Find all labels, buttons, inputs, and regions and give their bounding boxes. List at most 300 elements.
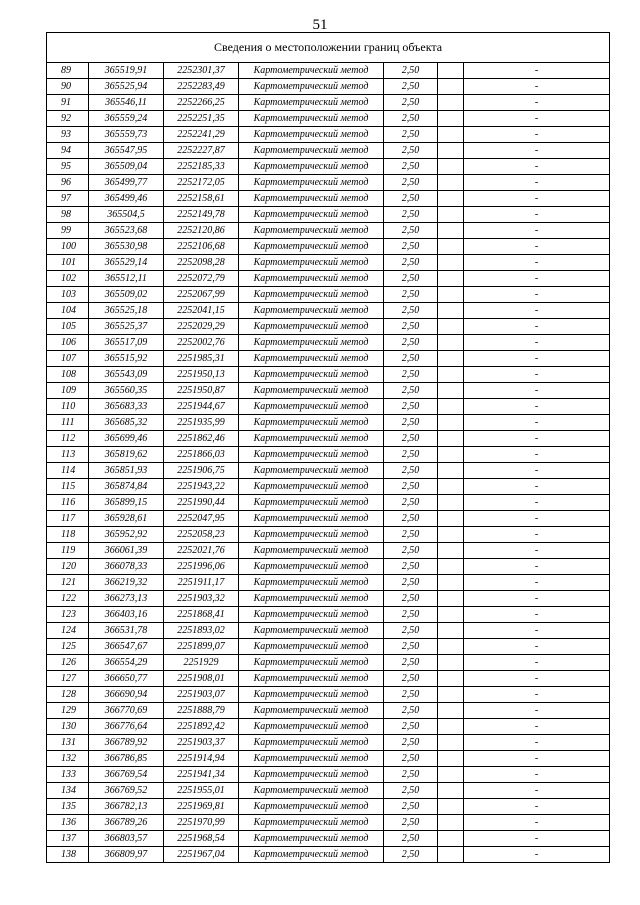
empty-cell — [438, 479, 464, 495]
y-coordinate-cell: 2252067,99 — [164, 287, 239, 303]
x-coordinate-cell: 365543,09 — [89, 367, 164, 383]
point-number-cell: 125 — [47, 639, 89, 655]
y-coordinate-cell: 2251929 — [164, 655, 239, 671]
table-row — [47, 159, 610, 175]
method-cell: Картометрический метод — [239, 415, 384, 431]
x-coordinate-cell: 366803,57 — [89, 831, 164, 847]
point-number-cell: 90 — [47, 79, 89, 95]
description-cell: - — [464, 719, 610, 735]
accuracy-cell: 2,50 — [384, 719, 438, 735]
x-coordinate-cell: 366782,13 — [89, 799, 164, 815]
point-number-cell: 120 — [47, 559, 89, 575]
table-row — [47, 479, 610, 495]
empty-cell — [438, 719, 464, 735]
method-cell: Картометрический метод — [239, 207, 384, 223]
description-cell: - — [464, 335, 610, 351]
y-coordinate-cell: 2252158,61 — [164, 191, 239, 207]
point-number-cell: 91 — [47, 95, 89, 111]
y-coordinate-cell: 2251967,04 — [164, 847, 239, 863]
x-coordinate-cell: 366786,85 — [89, 751, 164, 767]
table-row — [47, 431, 610, 447]
x-coordinate-cell: 365547,95 — [89, 143, 164, 159]
y-coordinate-cell: 2252172,05 — [164, 175, 239, 191]
empty-cell — [438, 239, 464, 255]
accuracy-cell: 2,50 — [384, 255, 438, 271]
y-coordinate-cell: 2251941,34 — [164, 767, 239, 783]
point-number-cell: 113 — [47, 447, 89, 463]
description-cell: - — [464, 447, 610, 463]
table-row — [47, 191, 610, 207]
y-coordinate-cell: 2251950,13 — [164, 367, 239, 383]
table-row — [47, 783, 610, 799]
table-row — [47, 495, 610, 511]
accuracy-cell: 2,50 — [384, 655, 438, 671]
accuracy-cell: 2,50 — [384, 703, 438, 719]
y-coordinate-cell: 2251996,06 — [164, 559, 239, 575]
table-row — [47, 735, 610, 751]
y-coordinate-cell: 2251908,01 — [164, 671, 239, 687]
boundary-table-frame — [46, 32, 609, 863]
description-cell: - — [464, 815, 610, 831]
method-cell: Картометрический метод — [239, 575, 384, 591]
point-number-cell: 97 — [47, 191, 89, 207]
description-cell: - — [464, 575, 610, 591]
method-cell: Картометрический метод — [239, 271, 384, 287]
x-coordinate-cell: 366531,78 — [89, 623, 164, 639]
method-cell: Картометрический метод — [239, 559, 384, 575]
table-row — [47, 287, 610, 303]
empty-cell — [438, 399, 464, 415]
description-cell: - — [464, 287, 610, 303]
point-number-cell: 127 — [47, 671, 89, 687]
table-row — [47, 751, 610, 767]
y-coordinate-cell: 2252149,78 — [164, 207, 239, 223]
table-title-row — [47, 33, 610, 63]
y-coordinate-cell: 2251906,75 — [164, 463, 239, 479]
point-number-cell: 118 — [47, 527, 89, 543]
y-coordinate-cell: 2251985,31 — [164, 351, 239, 367]
empty-cell — [438, 303, 464, 319]
accuracy-cell: 2,50 — [384, 815, 438, 831]
table-row — [47, 319, 610, 335]
empty-cell — [438, 815, 464, 831]
table-row — [47, 239, 610, 255]
y-coordinate-cell: 2251935,99 — [164, 415, 239, 431]
accuracy-cell: 2,50 — [384, 399, 438, 415]
point-number-cell: 119 — [47, 543, 89, 559]
table-body — [47, 63, 610, 863]
table-row — [47, 847, 610, 863]
accuracy-cell: 2,50 — [384, 623, 438, 639]
method-cell: Картометрический метод — [239, 831, 384, 847]
x-coordinate-cell: 366547,67 — [89, 639, 164, 655]
point-number-cell: 138 — [47, 847, 89, 863]
method-cell: Картометрический метод — [239, 431, 384, 447]
description-cell: - — [464, 191, 610, 207]
y-coordinate-cell: 2251950,87 — [164, 383, 239, 399]
method-cell: Картометрический метод — [239, 751, 384, 767]
method-cell: Картометрический метод — [239, 223, 384, 239]
empty-cell — [438, 463, 464, 479]
table-row — [47, 639, 610, 655]
x-coordinate-cell: 365515,92 — [89, 351, 164, 367]
table-row — [47, 399, 610, 415]
accuracy-cell: 2,50 — [384, 751, 438, 767]
empty-cell — [438, 175, 464, 191]
x-coordinate-cell: 366061,39 — [89, 543, 164, 559]
empty-cell — [438, 527, 464, 543]
description-cell: - — [464, 735, 610, 751]
accuracy-cell: 2,50 — [384, 607, 438, 623]
method-cell: Картометрический метод — [239, 95, 384, 111]
accuracy-cell: 2,50 — [384, 831, 438, 847]
description-cell: - — [464, 367, 610, 383]
accuracy-cell: 2,50 — [384, 303, 438, 319]
x-coordinate-cell: 366690,94 — [89, 687, 164, 703]
method-cell: Картометрический метод — [239, 735, 384, 751]
method-cell: Картометрический метод — [239, 255, 384, 271]
point-number-cell: 93 — [47, 127, 89, 143]
point-number-cell: 135 — [47, 799, 89, 815]
point-number-cell: 102 — [47, 271, 89, 287]
empty-cell — [438, 831, 464, 847]
x-coordinate-cell: 365509,04 — [89, 159, 164, 175]
method-cell: Картометрический метод — [239, 719, 384, 735]
method-cell: Картометрический метод — [239, 495, 384, 511]
accuracy-cell: 2,50 — [384, 319, 438, 335]
description-cell: - — [464, 223, 610, 239]
x-coordinate-cell: 365525,18 — [89, 303, 164, 319]
point-number-cell: 104 — [47, 303, 89, 319]
empty-cell — [438, 767, 464, 783]
method-cell: Картометрический метод — [239, 767, 384, 783]
description-cell: - — [464, 463, 610, 479]
point-number-cell: 107 — [47, 351, 89, 367]
table-row — [47, 719, 610, 735]
description-cell: - — [464, 271, 610, 287]
x-coordinate-cell: 366789,92 — [89, 735, 164, 751]
accuracy-cell: 2,50 — [384, 367, 438, 383]
empty-cell — [438, 79, 464, 95]
accuracy-cell: 2,50 — [384, 463, 438, 479]
x-coordinate-cell: 365928,61 — [89, 511, 164, 527]
method-cell: Картометрический метод — [239, 351, 384, 367]
empty-cell — [438, 191, 464, 207]
accuracy-cell: 2,50 — [384, 799, 438, 815]
method-cell: Картометрический метод — [239, 511, 384, 527]
empty-cell — [438, 575, 464, 591]
point-number-cell: 116 — [47, 495, 89, 511]
y-coordinate-cell: 2251892,42 — [164, 719, 239, 735]
description-cell: - — [464, 255, 610, 271]
table-row — [47, 111, 610, 127]
x-coordinate-cell: 365685,32 — [89, 415, 164, 431]
method-cell: Картометрический метод — [239, 191, 384, 207]
point-number-cell: 111 — [47, 415, 89, 431]
table-row — [47, 255, 610, 271]
description-cell: - — [464, 431, 610, 447]
description-cell: - — [464, 495, 610, 511]
x-coordinate-cell: 365874,84 — [89, 479, 164, 495]
description-cell: - — [464, 767, 610, 783]
page-number: 51 — [312, 17, 328, 33]
empty-cell — [438, 495, 464, 511]
x-coordinate-cell: 365529,14 — [89, 255, 164, 271]
empty-cell — [438, 623, 464, 639]
empty-cell — [438, 655, 464, 671]
x-coordinate-cell: 366273,13 — [89, 591, 164, 607]
x-coordinate-cell: 365819,62 — [89, 447, 164, 463]
x-coordinate-cell: 366770,69 — [89, 703, 164, 719]
empty-cell — [438, 703, 464, 719]
y-coordinate-cell: 2252227,87 — [164, 143, 239, 159]
point-number-cell: 106 — [47, 335, 89, 351]
empty-cell — [438, 223, 464, 239]
table-row — [47, 335, 610, 351]
x-coordinate-cell: 365546,11 — [89, 95, 164, 111]
description-cell: - — [464, 79, 610, 95]
x-coordinate-cell: 365952,92 — [89, 527, 164, 543]
y-coordinate-cell: 2251955,01 — [164, 783, 239, 799]
y-coordinate-cell: 2251899,07 — [164, 639, 239, 655]
x-coordinate-cell: 365523,68 — [89, 223, 164, 239]
accuracy-cell: 2,50 — [384, 239, 438, 255]
description-cell: - — [464, 527, 610, 543]
accuracy-cell: 2,50 — [384, 671, 438, 687]
description-cell: - — [464, 687, 610, 703]
empty-cell — [438, 591, 464, 607]
x-coordinate-cell: 365519,91 — [89, 63, 164, 79]
description-cell: - — [464, 111, 610, 127]
description-cell: - — [464, 415, 610, 431]
accuracy-cell: 2,50 — [384, 639, 438, 655]
y-coordinate-cell: 2252002,76 — [164, 335, 239, 351]
description-cell: - — [464, 591, 610, 607]
empty-cell — [438, 799, 464, 815]
point-number-cell: 114 — [47, 463, 89, 479]
description-cell: - — [464, 799, 610, 815]
table-row — [47, 543, 610, 559]
x-coordinate-cell: 366769,54 — [89, 767, 164, 783]
y-coordinate-cell: 2251862,46 — [164, 431, 239, 447]
accuracy-cell: 2,50 — [384, 495, 438, 511]
y-coordinate-cell: 2251903,07 — [164, 687, 239, 703]
point-number-cell: 123 — [47, 607, 89, 623]
table-row — [47, 703, 610, 719]
method-cell: Картометрический метод — [239, 671, 384, 687]
x-coordinate-cell: 365699,46 — [89, 431, 164, 447]
x-coordinate-cell: 365509,02 — [89, 287, 164, 303]
method-cell: Картометрический метод — [239, 399, 384, 415]
accuracy-cell: 2,50 — [384, 287, 438, 303]
y-coordinate-cell: 2251970,99 — [164, 815, 239, 831]
table-row — [47, 351, 610, 367]
description-cell: - — [464, 351, 610, 367]
accuracy-cell: 2,50 — [384, 63, 438, 79]
description-cell: - — [464, 543, 610, 559]
empty-cell — [438, 639, 464, 655]
description-cell: - — [464, 639, 610, 655]
x-coordinate-cell: 366776,64 — [89, 719, 164, 735]
empty-cell — [438, 431, 464, 447]
point-number-cell: 95 — [47, 159, 89, 175]
accuracy-cell: 2,50 — [384, 111, 438, 127]
method-cell: Картометрический метод — [239, 239, 384, 255]
table-row — [47, 815, 610, 831]
x-coordinate-cell: 365504,5 — [89, 207, 164, 223]
point-number-cell: 130 — [47, 719, 89, 735]
empty-cell — [438, 415, 464, 431]
description-cell: - — [464, 127, 610, 143]
description-cell: - — [464, 159, 610, 175]
description-cell: - — [464, 783, 610, 799]
table-row — [47, 559, 610, 575]
empty-cell — [438, 543, 464, 559]
y-coordinate-cell: 2251903,37 — [164, 735, 239, 751]
empty-cell — [438, 319, 464, 335]
point-number-cell: 89 — [47, 63, 89, 79]
empty-cell — [438, 207, 464, 223]
empty-cell — [438, 447, 464, 463]
method-cell: Картометрический метод — [239, 335, 384, 351]
method-cell: Картометрический метод — [239, 111, 384, 127]
method-cell: Картометрический метод — [239, 63, 384, 79]
method-cell: Картометрический метод — [239, 847, 384, 863]
table-title: Сведения о местоположении границ объекта — [47, 33, 610, 63]
table-row — [47, 143, 610, 159]
x-coordinate-cell: 366078,33 — [89, 559, 164, 575]
accuracy-cell: 2,50 — [384, 767, 438, 783]
x-coordinate-cell: 365499,46 — [89, 191, 164, 207]
method-cell: Картометрический метод — [239, 319, 384, 335]
table-row — [47, 271, 610, 287]
accuracy-cell: 2,50 — [384, 479, 438, 495]
accuracy-cell: 2,50 — [384, 175, 438, 191]
empty-cell — [438, 95, 464, 111]
accuracy-cell: 2,50 — [384, 527, 438, 543]
point-number-cell: 96 — [47, 175, 89, 191]
empty-cell — [438, 351, 464, 367]
table-row — [47, 415, 610, 431]
table-row — [47, 799, 610, 815]
table-row — [47, 607, 610, 623]
description-cell: - — [464, 703, 610, 719]
empty-cell — [438, 127, 464, 143]
point-number-cell: 108 — [47, 367, 89, 383]
table-row — [47, 127, 610, 143]
accuracy-cell: 2,50 — [384, 687, 438, 703]
table-row — [47, 175, 610, 191]
accuracy-cell: 2,50 — [384, 95, 438, 111]
point-number-cell: 103 — [47, 287, 89, 303]
y-coordinate-cell: 2252120,86 — [164, 223, 239, 239]
table-row — [47, 447, 610, 463]
method-cell: Картометрический метод — [239, 527, 384, 543]
x-coordinate-cell: 365559,73 — [89, 127, 164, 143]
x-coordinate-cell: 365851,93 — [89, 463, 164, 479]
description-cell: - — [464, 63, 610, 79]
y-coordinate-cell: 2252283,49 — [164, 79, 239, 95]
empty-cell — [438, 751, 464, 767]
description-cell: - — [464, 847, 610, 863]
point-number-cell: 129 — [47, 703, 89, 719]
y-coordinate-cell: 2251943,22 — [164, 479, 239, 495]
y-coordinate-cell: 2252266,25 — [164, 95, 239, 111]
boundary-coordinates-table — [46, 32, 610, 863]
empty-cell — [438, 671, 464, 687]
table-row — [47, 207, 610, 223]
method-cell: Картометрический метод — [239, 79, 384, 95]
y-coordinate-cell: 2252041,15 — [164, 303, 239, 319]
accuracy-cell: 2,50 — [384, 79, 438, 95]
x-coordinate-cell: 365525,94 — [89, 79, 164, 95]
description-cell: - — [464, 95, 610, 111]
y-coordinate-cell: 2252185,33 — [164, 159, 239, 175]
description-cell: - — [464, 383, 610, 399]
method-cell: Картометрический метод — [239, 799, 384, 815]
description-cell: - — [464, 239, 610, 255]
empty-cell — [438, 383, 464, 399]
method-cell: Картометрический метод — [239, 367, 384, 383]
accuracy-cell: 2,50 — [384, 591, 438, 607]
y-coordinate-cell: 2251944,67 — [164, 399, 239, 415]
description-cell: - — [464, 607, 610, 623]
point-number-cell: 94 — [47, 143, 89, 159]
y-coordinate-cell: 2252029,29 — [164, 319, 239, 335]
y-coordinate-cell: 2251866,03 — [164, 447, 239, 463]
point-number-cell: 124 — [47, 623, 89, 639]
accuracy-cell: 2,50 — [384, 431, 438, 447]
point-number-cell: 115 — [47, 479, 89, 495]
table-row — [47, 527, 610, 543]
point-number-cell: 117 — [47, 511, 89, 527]
empty-cell — [438, 143, 464, 159]
y-coordinate-cell: 2251914,94 — [164, 751, 239, 767]
table-row — [47, 95, 610, 111]
empty-cell — [438, 287, 464, 303]
table-row — [47, 575, 610, 591]
y-coordinate-cell: 2252058,23 — [164, 527, 239, 543]
table-row — [47, 463, 610, 479]
point-number-cell: 136 — [47, 815, 89, 831]
method-cell: Картометрический метод — [239, 783, 384, 799]
x-coordinate-cell: 365530,98 — [89, 239, 164, 255]
empty-cell — [438, 63, 464, 79]
accuracy-cell: 2,50 — [384, 127, 438, 143]
y-coordinate-cell: 2252301,37 — [164, 63, 239, 79]
y-coordinate-cell: 2251888,79 — [164, 703, 239, 719]
method-cell: Картометрический метод — [239, 623, 384, 639]
accuracy-cell: 2,50 — [384, 847, 438, 863]
accuracy-cell: 2,50 — [384, 207, 438, 223]
y-coordinate-cell: 2252047,95 — [164, 511, 239, 527]
x-coordinate-cell: 365512,11 — [89, 271, 164, 287]
method-cell: Картометрический метод — [239, 815, 384, 831]
point-number-cell: 133 — [47, 767, 89, 783]
method-cell: Картометрический метод — [239, 591, 384, 607]
method-cell: Картометрический метод — [239, 655, 384, 671]
method-cell: Картометрический метод — [239, 303, 384, 319]
accuracy-cell: 2,50 — [384, 783, 438, 799]
y-coordinate-cell: 2252021,76 — [164, 543, 239, 559]
y-coordinate-cell: 2251868,41 — [164, 607, 239, 623]
method-cell: Картометрический метод — [239, 479, 384, 495]
point-number-cell: 100 — [47, 239, 89, 255]
method-cell: Картометрический метод — [239, 687, 384, 703]
accuracy-cell: 2,50 — [384, 415, 438, 431]
accuracy-cell: 2,50 — [384, 159, 438, 175]
y-coordinate-cell: 2251893,02 — [164, 623, 239, 639]
